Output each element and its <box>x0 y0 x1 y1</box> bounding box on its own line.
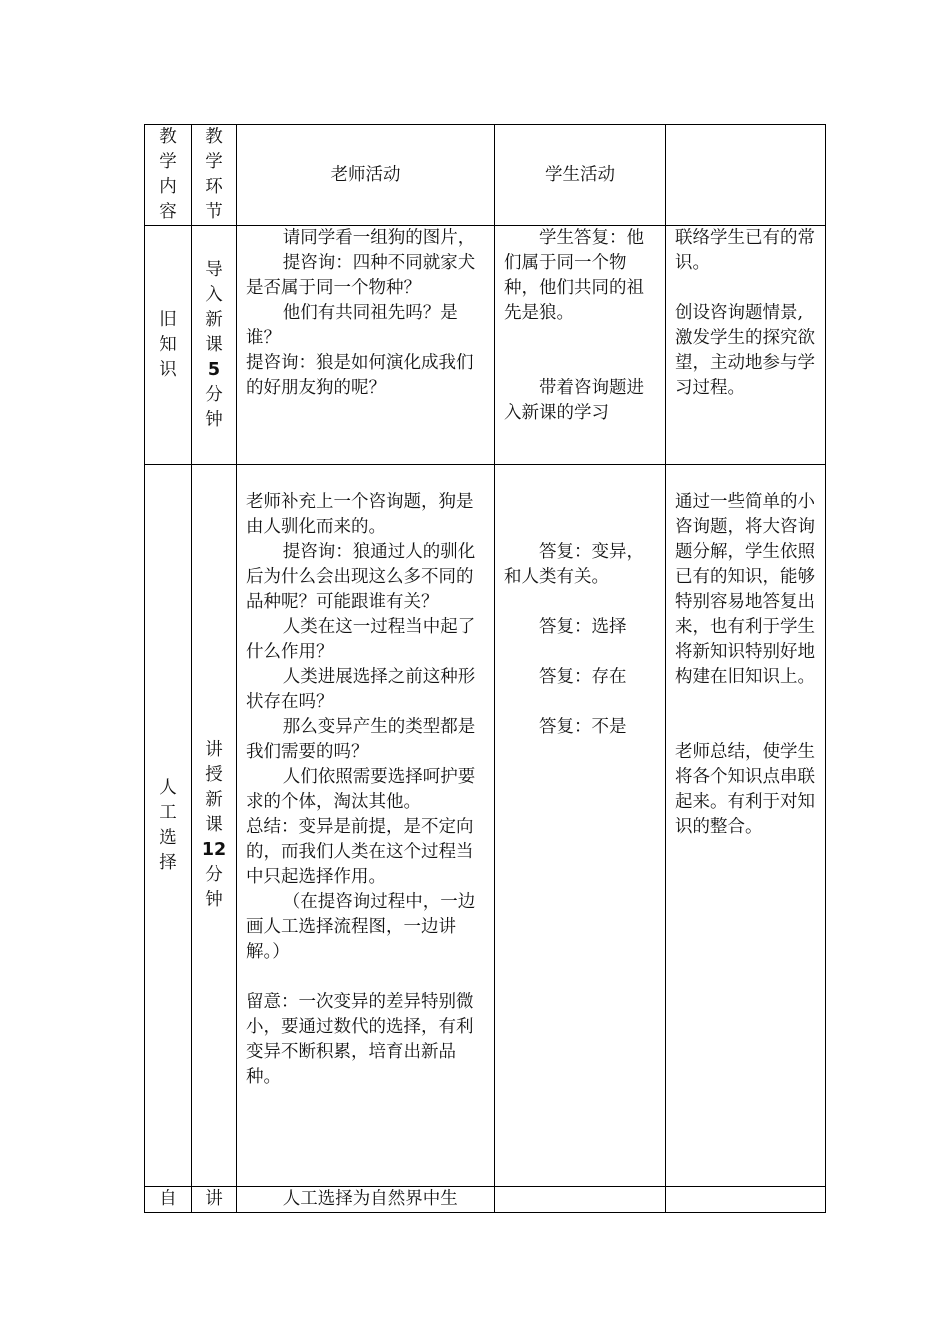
row1-teacher-activity <box>237 226 495 465</box>
header-row <box>145 125 826 226</box>
teacher-line: 那么变异产生的类型都是我们需要的吗？ <box>246 717 476 762</box>
row1-content: 旧 知 识 <box>145 226 192 465</box>
teacher-line: 人类进展选择之前这种形状存在吗？ <box>246 667 476 712</box>
teacher-line: 提咨询：四种不同就家犬是否属于同一个物种？ <box>246 253 476 298</box>
header-teaching-stage: 教 学 环 节 <box>192 125 237 226</box>
student-line: 答复：变异，和人类有关。 <box>504 542 644 587</box>
teacher-line: 人类在这一过程当中起了什么作用？ <box>246 617 476 662</box>
row2-teacher-activity <box>237 465 495 1187</box>
student-line: 带着咨询题进入新课的学习 <box>504 378 644 423</box>
student-line: 答复：不是 <box>539 717 627 737</box>
row2-content: 人 工 选 择 <box>145 465 192 1187</box>
row2-design-intent <box>666 465 826 1187</box>
teacher-line: 提咨询：狼通过人的驯化后为什么会出现这么多不同的品种呢？可能跟谁有关？ <box>246 542 476 612</box>
row1-stage: 导 入 新 课 5 分 钟 <box>192 226 237 465</box>
note-line: 通过一些简单的小咨询题，将大咨询题分解，学生依照已有的知识，能够特别容易地答复出来，也有利于学生将新知识特别好地构建在旧知识上。 <box>675 492 815 687</box>
note-line: 创设咨询题情景,激发学生的探究欲望，主动地参与学习过程。 <box>675 303 815 398</box>
teacher-line: 请同学看一组狗的图片， <box>282 228 476 248</box>
teacher-line: 他们有共同祖先吗？是谁？ <box>246 303 458 348</box>
teacher-line: 留意：一次变异的差异特别微小，要通过数代的选择，有利变异不断积累，培育出新品种。 <box>246 992 474 1087</box>
row2-student-activity <box>495 465 666 1187</box>
row2-stage: 讲 授 新 课 12 分 钟 <box>192 465 237 1187</box>
header-teacher-activity: 老师活动 <box>237 125 495 226</box>
row-natural-selection <box>145 1187 826 1213</box>
note-line: 联络学生已有的常识。 <box>675 228 815 273</box>
row1-design-intent <box>666 226 826 465</box>
student-line: 答复：选择 <box>539 617 627 637</box>
row3-stage: 讲 <box>192 1187 237 1213</box>
teacher-line: 老师补充上一个咨询题，狗是由人驯化而来的。 <box>246 492 474 537</box>
row-old-knowledge <box>145 226 826 465</box>
teacher-line: 提咨询：狼是如何演化成我们的好朋友狗的呢？ <box>246 353 474 398</box>
row1-student-activity <box>495 226 666 465</box>
teacher-line: 总结：变异是前提，是不定向的，而我们人类在这个过程当中只起选择作用。 <box>246 817 474 887</box>
header-design-intent <box>666 125 826 226</box>
student-line: 答复：存在 <box>539 667 627 687</box>
header-teaching-content: 教 学 内 容 <box>145 125 192 226</box>
teacher-line: 人工选择为自然界中生 <box>282 1189 458 1209</box>
teacher-line: （在提咨询过程中，一边画人工选择流程图，一边讲解。） <box>246 892 476 962</box>
row-artificial-selection <box>145 465 826 1187</box>
row3-content: 自 <box>145 1187 192 1213</box>
row3-student-activity <box>495 1187 666 1213</box>
row3-teacher-activity <box>237 1187 495 1213</box>
lesson-plan-table <box>144 124 826 1213</box>
teacher-line: 人们依照需要选择呵护要求的个体，淘汰其他。 <box>246 767 476 812</box>
note-line: 老师总结，使学生将各个知识点串联起来。有利于对知识的整合。 <box>675 742 815 837</box>
header-student-activity: 学生活动 <box>495 125 666 226</box>
row3-design-intent <box>666 1187 826 1213</box>
student-line: 学生答复：他们属于同一个物种，他们共同的祖先是狼。 <box>504 228 644 323</box>
